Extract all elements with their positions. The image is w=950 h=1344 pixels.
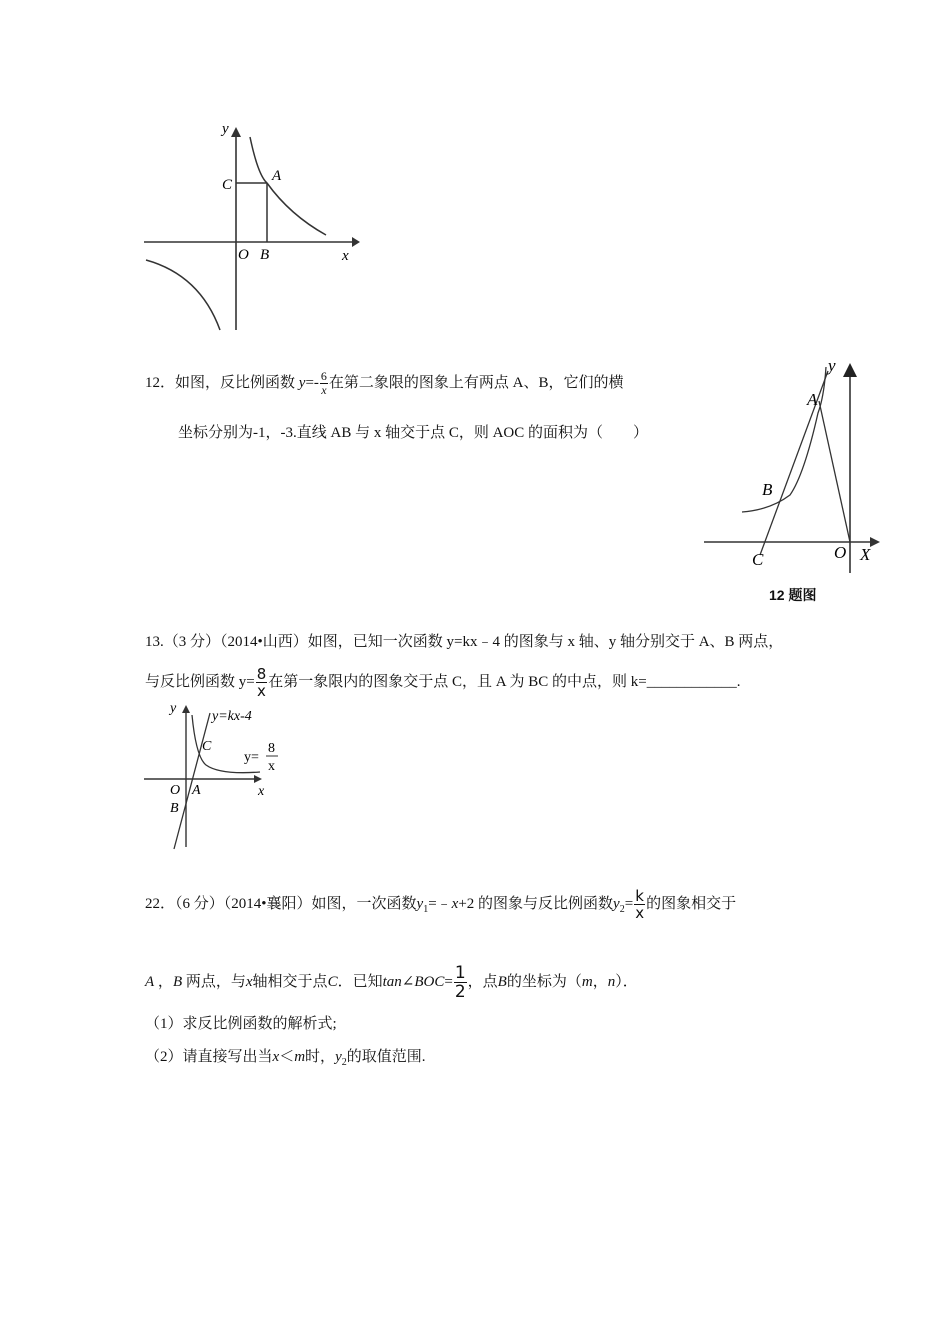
q13-line2-b: 在第一象限内的图象交于点 C，且 A 为 BC 的中点，则 k= bbox=[268, 673, 647, 690]
label-o: O bbox=[238, 247, 249, 263]
q22-line2-g: C bbox=[327, 973, 338, 990]
q22-line2-k: 的坐标为（ bbox=[506, 973, 582, 990]
q22-line1-c: +2 的图象与反比例函数 bbox=[458, 895, 614, 912]
label-y: y bbox=[170, 701, 177, 716]
label-x: x bbox=[342, 248, 349, 264]
label-o: O bbox=[834, 543, 847, 562]
q12-fraction bbox=[320, 370, 328, 397]
q22-line1-b: =﹣ bbox=[428, 895, 452, 912]
q13-frac-den: x bbox=[257, 682, 266, 700]
segment-ao bbox=[819, 401, 850, 542]
q22-eq: = bbox=[624, 895, 634, 912]
label-c: C bbox=[752, 550, 764, 569]
y-axis-arrow bbox=[843, 363, 857, 377]
q22-line2-m: m bbox=[581, 973, 593, 990]
q22-sub2-c: 时， bbox=[305, 1049, 336, 1065]
q22-line-1 bbox=[145, 888, 736, 921]
q22-y1: y bbox=[416, 895, 424, 912]
q22-frac-num: k bbox=[635, 887, 644, 905]
q22-line2-d: 两点，与 bbox=[185, 973, 246, 990]
figure-12-caption: 12 题图 bbox=[769, 587, 817, 603]
q13-line-1: 13.（3 分）（2014•山西）如图，已知一次函数 y=kx﹣4 的图象与 x 轴、y 轴分别交于 A、B 两点， bbox=[145, 634, 784, 650]
label-b: B bbox=[170, 801, 179, 816]
figure-12 bbox=[700, 355, 885, 580]
q22-line2-f: 轴相交于点 bbox=[252, 973, 328, 990]
label-a: A bbox=[192, 783, 201, 798]
q22-sub2-d: 的取值范围. bbox=[346, 1049, 426, 1065]
q13-line2-a: 与反比例函数 y= bbox=[145, 673, 255, 690]
q22-line2-a: A bbox=[145, 973, 155, 990]
q22-line2-e: x bbox=[245, 973, 253, 990]
q13-frac-num: 8 bbox=[256, 665, 267, 683]
label-c: C bbox=[202, 739, 212, 754]
figure-1-svg bbox=[140, 115, 360, 335]
q22-y2-sub: 2 bbox=[619, 903, 625, 915]
q22-line2-h: ．已知 bbox=[337, 973, 383, 990]
q13-fraction bbox=[256, 666, 268, 699]
x-axis-arrow bbox=[352, 237, 360, 247]
line-ab bbox=[760, 371, 828, 555]
figure-13-svg bbox=[140, 697, 290, 852]
q22-line2-i: ，点 bbox=[467, 973, 498, 990]
q22-tan-fraction bbox=[454, 964, 467, 1001]
figure-12-svg bbox=[700, 355, 885, 580]
figure-13 bbox=[140, 697, 290, 852]
hyperbola-branch-2 bbox=[146, 260, 220, 330]
q12-line-2: 坐标分别为-1，-3.直线 AB 与 x 轴交于点 C，则 AOC 的面积为（ ） bbox=[178, 425, 649, 441]
q12-text-b: 在第二象限的图象上有两点 A、B，它们的横 bbox=[328, 374, 624, 391]
q22-tan-num: 1 bbox=[454, 963, 466, 983]
q22-line1-d: 的图象相交于 bbox=[646, 895, 737, 912]
label-curve-num: 8 bbox=[268, 741, 275, 756]
label-y: y bbox=[828, 356, 836, 375]
label-a: A bbox=[272, 168, 282, 184]
q12-text-a: 如图，反比例函数 bbox=[175, 374, 296, 391]
q22-sub2-m: m bbox=[294, 1049, 306, 1065]
q22-tan: tan∠BOC bbox=[382, 973, 445, 990]
label-y: y bbox=[222, 121, 229, 137]
q22-y2: y bbox=[613, 895, 620, 912]
y-axis-arrow bbox=[182, 705, 190, 713]
q22-sub2-x: x bbox=[272, 1049, 280, 1065]
q12-frac-num: 6 bbox=[320, 369, 327, 383]
q22-line2-n: n bbox=[607, 973, 616, 990]
q12-frac-den: x bbox=[321, 383, 327, 397]
label-curve-den: x bbox=[268, 759, 275, 774]
q22-line2-j: B bbox=[497, 973, 507, 990]
label-x: X bbox=[860, 545, 871, 564]
q12-func-eq: =- bbox=[305, 374, 319, 391]
q22-line2-b: ， bbox=[157, 973, 173, 990]
q22-frac-den: x bbox=[635, 904, 645, 922]
q22-line-2 bbox=[145, 964, 638, 1001]
x-axis-arrow bbox=[870, 537, 880, 547]
q13-blank[interactable]: ____________ bbox=[646, 673, 737, 690]
q12-func-y: y bbox=[298, 374, 306, 391]
label-b: B bbox=[260, 247, 270, 263]
q12-line-1 bbox=[145, 370, 624, 397]
q22-sub2-b: ＜ bbox=[279, 1049, 295, 1065]
q12-number: 12． bbox=[145, 374, 176, 391]
label-x: x bbox=[258, 784, 265, 799]
label-line: y=kx-4 bbox=[212, 709, 252, 724]
x-axis-arrow bbox=[254, 775, 262, 783]
hyperbola-branch-1 bbox=[250, 137, 326, 235]
q22-tan-den: 2 bbox=[454, 982, 466, 1002]
q22-line1-x: x bbox=[451, 895, 459, 912]
q22-line2-o: ）． bbox=[615, 973, 638, 990]
label-c: C bbox=[222, 177, 233, 193]
q22-line2-eq: = bbox=[444, 973, 453, 990]
q22-fraction bbox=[634, 888, 645, 921]
line-y-kx-4 bbox=[174, 713, 210, 849]
q22-line2-l: ， bbox=[592, 973, 608, 990]
q22-sub-2 bbox=[145, 1047, 426, 1073]
label-o: O bbox=[170, 783, 181, 798]
label-b: B bbox=[762, 480, 773, 499]
q13-line-2 bbox=[145, 666, 741, 699]
label-curve: y= bbox=[244, 750, 259, 765]
q22-sub2-y: y bbox=[335, 1049, 342, 1065]
q13-period: . bbox=[736, 673, 741, 690]
q22-sub-1: （1）求反比例函数的解析式; bbox=[145, 1016, 337, 1032]
q22-line2-c: B bbox=[172, 973, 183, 990]
y-axis-arrow bbox=[231, 127, 241, 137]
q22-sub2-a: （2）请直接写出当 bbox=[145, 1049, 273, 1065]
figure-1 bbox=[140, 115, 360, 335]
q22-y1-sub: 1 bbox=[423, 903, 429, 915]
q22-line1-a: 22．（6 分）（2014•襄阳）如图，一次函数 bbox=[145, 895, 417, 912]
q22-sub2-sub: 2 bbox=[341, 1057, 347, 1068]
label-a: A bbox=[807, 390, 818, 409]
